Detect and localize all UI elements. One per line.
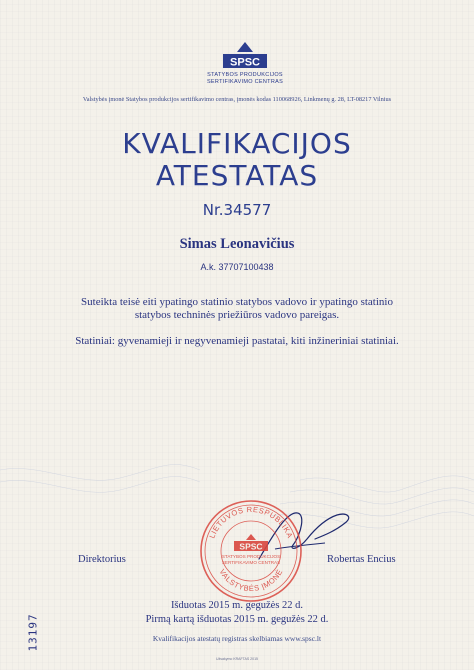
logo-name-line1: STATYBOS PRODUKCIJOS	[207, 72, 283, 78]
title-line2: ATESTATAS	[155, 159, 319, 192]
stamp-top-text: LIETUVOS RESPUBLIKA	[207, 504, 295, 540]
serial-number	[26, 600, 38, 656]
title-line1: KVALIFIKACIJOS	[122, 127, 352, 160]
holder-name: Simas Leonavičius	[179, 236, 295, 252]
granted-rights-text: Suteikta teisė eiti ypatingo statinio statybos vadovo ir ypatingo statinio statybos techninės priežiūros vadovo pareigas.	[81, 296, 393, 321]
svg-text:VALSTYBĖS ĮMONĖ	[218, 567, 285, 593]
printer-mark: Užsakymo KRAFTAS 2015	[216, 657, 258, 661]
serial-number-text: 13197	[26, 613, 40, 652]
certificate-number: Nr.34577	[202, 201, 272, 219]
stamp-line2: SERTIFIKAVIMO CENTRAS	[221, 560, 281, 565]
signatory-title: Direktorius	[78, 554, 126, 565]
official-stamp-icon	[198, 498, 304, 604]
stamp-abbr: SPSC	[239, 541, 263, 552]
logo-abbr: SPSC	[230, 56, 260, 69]
issue-date: Išduotas 2015 m. gegužės 22 d.	[170, 600, 304, 611]
registry-note: Kvalifikacijos atestatų registras skelbiamas www.spsc.lt	[152, 634, 322, 643]
issuer-logo	[205, 42, 285, 104]
first-issue-date: Pirmą kartą išduotas 2015 m. gegužės 22 d.	[145, 614, 329, 625]
spsc-logo-icon	[223, 42, 267, 72]
stamp-line1: STATYBOS PRODUKCIJOS	[221, 554, 281, 559]
logo-name-line2: SERTIFIKAVIMO CENTRAS	[206, 78, 284, 85]
structures-text: Statiniai: gyvenamieji ir negyvenamieji pastatai, kiti inžineriniai statiniai.	[75, 335, 399, 347]
holder-personal-code: A.k. 37707100438	[200, 262, 274, 272]
issuer-details: Valstybės įmonė Statybos produkcijos sertifikavimo centras, įmonės kodas 110068926, Linkmenų g. 28, LT-08217 Vilnius	[82, 96, 392, 103]
stamp-bottom-text: VALSTYBĖS ĮMONĖ	[217, 567, 285, 594]
signatory-name: Robertas Encius	[327, 554, 396, 565]
